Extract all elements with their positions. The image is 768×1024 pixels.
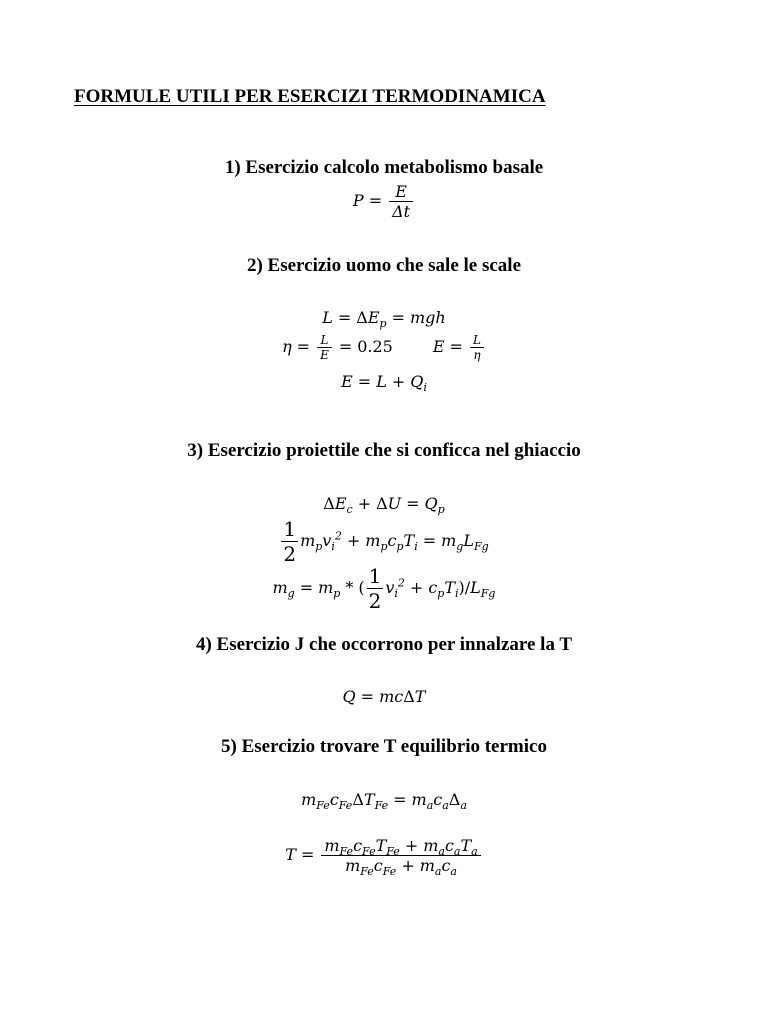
section-2-header: 2) Esercizio uomo che sale le scale xyxy=(246,255,522,276)
formula-ice-mass: $m_g = m_p$ * ( $\frac{1}{2}$ $v_i^2 + c_pT_i)/L_{Fg}$ xyxy=(272,564,496,613)
formula-power: P = $\frac{E}{\Delta t}$ xyxy=(0,182,768,221)
section-3-header: 3) Esercizio proiettile che si conficca nel ghiaccio xyxy=(187,440,581,461)
formula-heat-exchange: $m_{Fe}c_{Fe}\Delta T_{Fe} = m_ac_a\Delta_a$ xyxy=(301,790,467,813)
formula-projectile-energy: $\frac{1}{2}$ $m_pv_i^2 + m_pc_pT_i = m_gL_{Fg}$ xyxy=(283,517,489,566)
formula-energy-sum: $E = L + Q_i$ xyxy=(341,372,427,395)
formula-heat: Q = mcΔT xyxy=(342,687,426,706)
section-5-header: 5) Esercizio trovare T equilibrio termico xyxy=(221,736,547,757)
section-1-header: 1) Esercizio calcolo metabolismo basale xyxy=(224,157,544,178)
page-title: FORMULE UTILI PER ESERCIZI TERMODINAMICA xyxy=(74,86,546,107)
section-4-header: 4) Esercizio J che occorrono per innalzare la T xyxy=(195,634,573,655)
formula-efficiency: η = $\frac{L}{E}$ = 0.25 E = $\frac{L}{\eta}$ xyxy=(0,333,768,362)
formula-energy-balance: $\Delta E_c + \Delta U = Q_p$ xyxy=(323,494,445,517)
formula-equilibrium-temperature: T = $\frac{m_{Fe}c_{Fe}T_{Fe} + m_ac_aT_a}{m_{Fe}c_{Fe} + m_ac_a}$ xyxy=(0,836,768,875)
formula-work-potential-energy: $L = \Delta E_p$ = mgh xyxy=(322,308,446,331)
